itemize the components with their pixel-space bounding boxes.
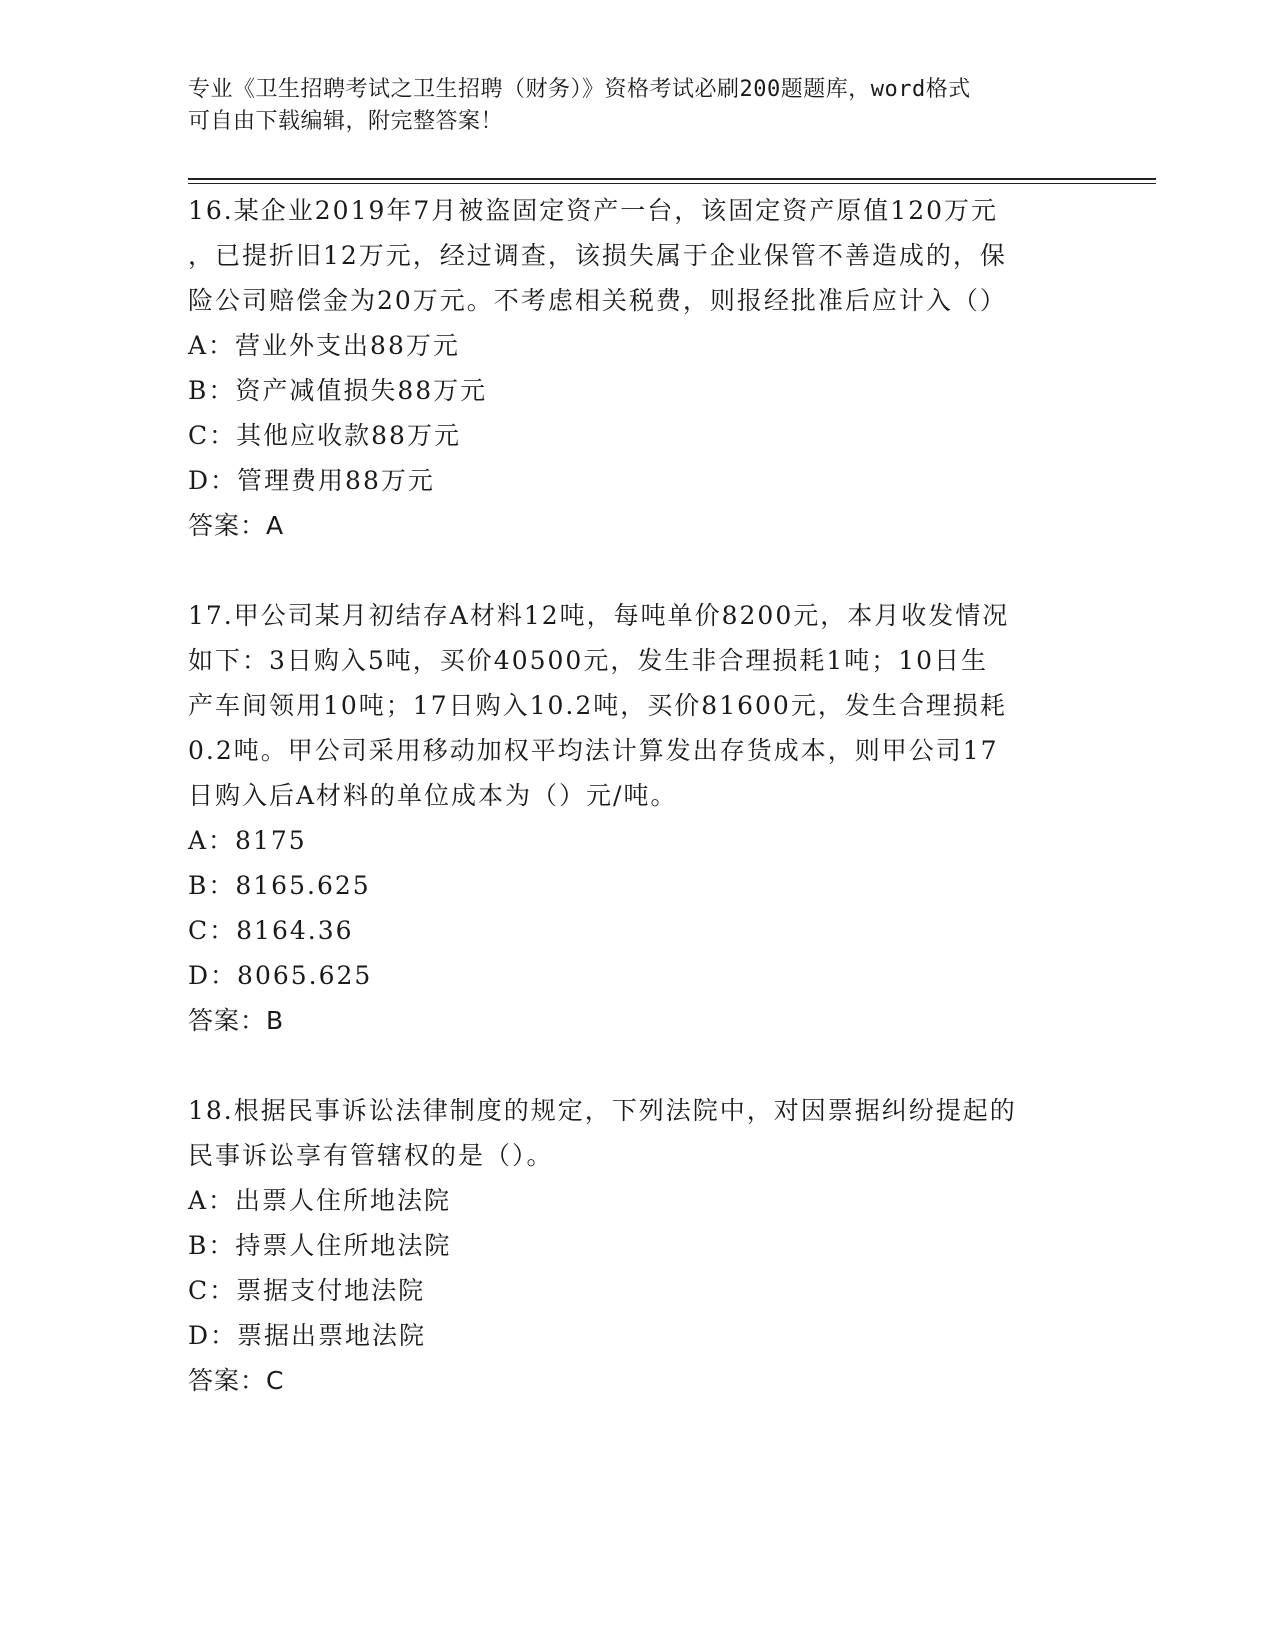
header-title-line-1: 专业《卫生招聘考试之卫生招聘（财务）》资格考试必刷200题题库，word格式 <box>188 77 971 102</box>
question-stem-line: 0.2吨。甲公司采用移动加权平均法计算发出存货成本，则甲公司17 <box>188 736 999 765</box>
document-header <box>188 74 1068 138</box>
question-stem-line: 16.某企业2019年7月被盗固定资产一台，该固定资产原值120万元 <box>188 196 999 225</box>
question-16 <box>188 188 1088 548</box>
option-d: D：8065.625 <box>188 961 373 990</box>
header-title-line-2: 可自由下载编辑，附完整答案！ <box>188 109 504 134</box>
answer-line: 答案：C <box>188 1366 285 1395</box>
option-c: C：票据支付地法院 <box>188 1276 426 1305</box>
question-stem-line: 18.根据民事诉讼法律制度的规定，下列法院中，对因票据纠纷提起的 <box>188 1096 1017 1125</box>
question-spacer <box>188 1043 1088 1088</box>
answer-line: 答案：A <box>188 511 285 540</box>
question-stem-line: 17.甲公司某月初结存A材料12吨，每吨单价8200元，本月收发情况 <box>188 601 1010 630</box>
option-a: A：营业外支出88万元 <box>188 331 460 360</box>
question-stem-line: 险公司赔偿金为20万元。不考虑相关税费，则报经批准后应计入（） <box>188 286 1007 315</box>
option-b: B：8165.625 <box>188 871 371 900</box>
option-b: B：资产减值损失88万元 <box>188 376 488 405</box>
question-list <box>188 188 1088 1403</box>
question-17 <box>188 593 1088 1043</box>
header-divider-thin <box>188 183 1156 184</box>
question-stem-line: 如下：3日购入5吨，买价40500元，发生非合理损耗1吨；10日生 <box>188 646 989 675</box>
question-stem-line: 民事诉讼享有管辖权的是（）。 <box>188 1141 554 1170</box>
question-stem-line: 日购入后A材料的单位成本为（）元/吨。 <box>188 781 678 810</box>
option-c: C：其他应收款88万元 <box>188 421 461 450</box>
option-d: D：票据出票地法院 <box>188 1321 427 1350</box>
question-18 <box>188 1088 1088 1403</box>
answer-line: 答案：B <box>188 1006 285 1035</box>
option-c: C：8164.36 <box>188 916 354 945</box>
option-a: A：8175 <box>188 826 307 855</box>
question-stem-line: ，已提折旧12万元，经过调查，该损失属于企业保管不善造成的，保 <box>188 241 1007 270</box>
header-divider-thick <box>188 178 1156 180</box>
question-spacer <box>188 548 1088 593</box>
option-a: A：出票人住所地法院 <box>188 1186 452 1215</box>
option-d: D：管理费用88万元 <box>188 466 435 495</box>
question-stem-line: 产车间领用10吨；17日购入10.2吨，买价81600元，发生合理损耗 <box>188 691 1007 720</box>
option-b: B：持票人住所地法院 <box>188 1231 452 1260</box>
